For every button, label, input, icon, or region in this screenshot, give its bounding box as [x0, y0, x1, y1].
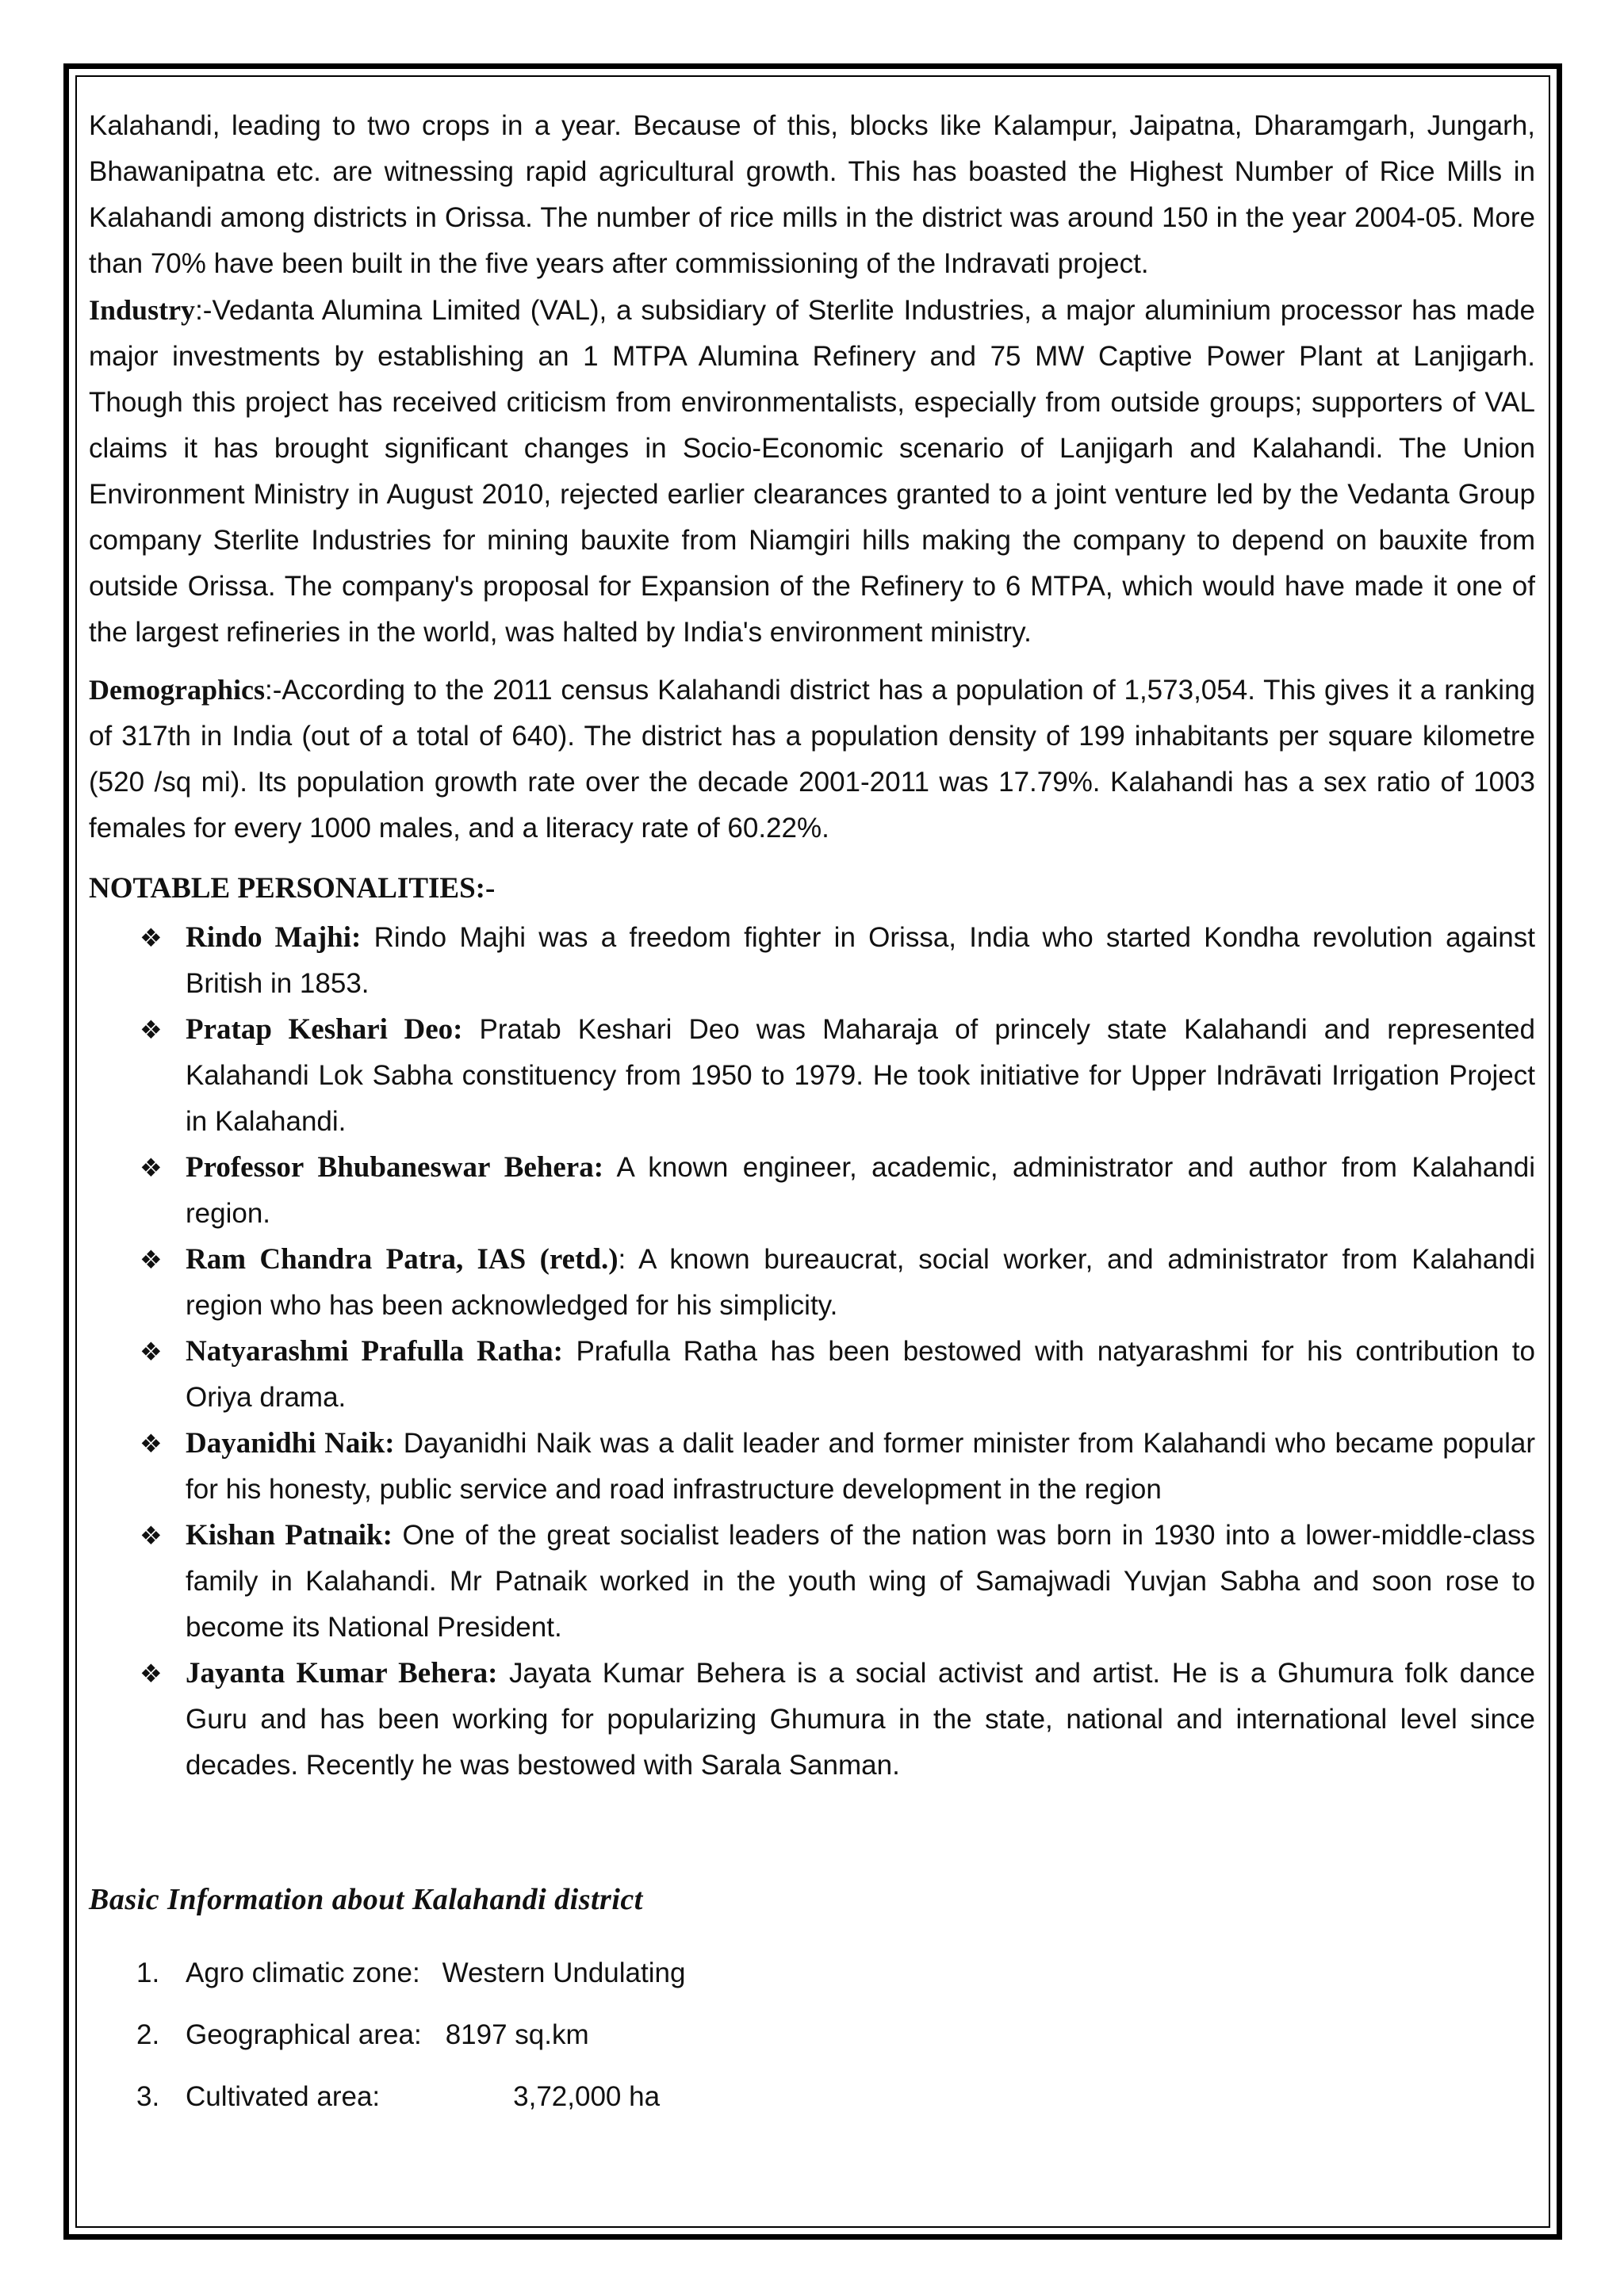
agriculture-paragraph: Kalahandi, leading to two crops in a year. Because of this, blocks like Kalampur, Jaipatna, Dharamgarh, Jungarh, Bhawanipatna etc. are witnessing rapid agricultural growth. This has boasted the Highest Number of Rice Mills in Kalahandi among districts in Orissa. The number of rice mills in the district was around 150 in the year 2004-05. More than 70% have been built in the five years after commissioning of the Indravati project. [89, 110, 1535, 279]
person-name: Natyarashmi Prafulla Ratha: [186, 1335, 563, 1368]
personalities-list [89, 915, 1535, 1789]
list-item [140, 1421, 1535, 1513]
item-value: 8197 sq.km [445, 2019, 589, 2050]
item-label: Agro climatic zone: [186, 1957, 420, 1988]
list-item [140, 1329, 1535, 1421]
person-description: Rindo Majhi was a freedom fighter in Orissa, India who started Kondha revolution against British in 1853. [186, 922, 1535, 999]
industry-label: Industry [89, 294, 196, 326]
document-body [89, 103, 1535, 2128]
person-description: : A known bureaucrat, social worker, and administrator from Kalahandi region who has been acknowledged for his simplicity. [186, 1244, 1535, 1321]
diamond-bullet-icon: ❖ [140, 1246, 163, 1274]
person-description: Pratab Keshari Deo was Maharaja of princely state Kalahandi and represented Kalahandi Lok Sabha constituency from 1950 to 1979. He took initiative for Upper Indrāvati Irrigation Project in Kalahandi. [186, 1014, 1535, 1137]
person-name: Pratap Keshari Deo: [186, 1013, 463, 1046]
demographics-label: Demographics [89, 674, 265, 706]
person-description: A known engineer, academic, administrator and author from Kalahandi region. [186, 1152, 1536, 1229]
item-label: Cultivated area: [186, 2081, 381, 2112]
person-name: Ram Chandra Patra, IAS (retd.) [186, 1243, 619, 1276]
diamond-bullet-icon: ❖ [140, 1659, 163, 1688]
diamond-bullet-icon: ❖ [140, 1337, 163, 1366]
industry-text: :-Vedanta Alumina Limited (VAL), a subsidiary of Sterlite Industries, a major aluminium processor has made major investments by establishing an 1 MTPA Alumina Refinery and 75 MW Captive Power Plant at Lanjigarh. Though this project has received criticism from environmentalists, especially from outside groups; supporters of VAL claims it has brought significant changes in Socio-Economic scenario of Lanjigarh and Kalahandi. The Union Environment Ministry in August 2010, rejected earlier clearances granted to a joint venture led by the Vedanta Group company Sterlite Industries for mining bauxite from Niamgiri hills making the company to depend on bauxite from outside Orissa. The company's proposal for Expansion of the Refinery to 6 MTPA, which would have made it one of the largest refineries in the world, was halted by India's environment ministry. [89, 295, 1535, 648]
list-item [89, 1942, 1535, 2004]
item-number: 2. [136, 2019, 160, 2050]
notable-personalities-heading: NOTABLE PERSONALITIES:- [89, 872, 496, 905]
industry-paragraph [89, 287, 1535, 656]
diamond-bullet-icon: ❖ [140, 1429, 163, 1458]
list-item [140, 1145, 1536, 1237]
person-name: Dayanidhi Naik: [186, 1427, 395, 1460]
basic-information-list [89, 1942, 1535, 2128]
list-item [89, 2066, 1535, 2128]
item-label: Geographical area: [186, 2019, 422, 2050]
list-item [140, 1513, 1535, 1651]
demographics-paragraph [89, 667, 1535, 851]
person-name: Rindo Majhi: [186, 921, 362, 954]
list-item [140, 1007, 1535, 1145]
item-number: 3. [136, 2081, 160, 2112]
diamond-bullet-icon: ❖ [140, 1016, 163, 1044]
person-name: Kishan Patnaik: [186, 1519, 393, 1552]
diamond-bullet-icon: ❖ [140, 924, 163, 952]
demographics-text: :-According to the 2011 census Kalahandi district has a population of 1,573,054. This gives it a ranking of 317th in India (out of a total of 640). The district has a population density of 199 inhabitants per square kilometre (520 /sq mi). Its population growth rate over the decade 2001-2011 was 17.79%. Kalahandi has a sex ratio of 1003 females for every 1000 males, and a literacy rate of 60.22%. [89, 675, 1535, 844]
person-description: Jayata Kumar Behera is a social activist and artist. He is a Ghumura folk dance Guru and has been working for popularizing Ghumura in the state, national and international level since decades. Recently he was bestowed with Sarala Sanman. [186, 1658, 1535, 1781]
list-item [140, 1237, 1535, 1329]
person-name: Professor Bhubaneswar Behera: [186, 1151, 604, 1184]
list-item [140, 915, 1535, 1007]
list-item [89, 2004, 1535, 2066]
diamond-bullet-icon: ❖ [140, 1521, 163, 1550]
person-description: Prafulla Ratha has been bestowed with natyarashmi for his contribution to Oriya drama. [186, 1336, 1535, 1413]
person-description: One of the great socialist leaders of the nation was born in 1930 into a lower-middle-class family in Kalahandi. Mr Patnaik worked in the youth wing of Samajwadi Yuvjan Sabha and soon rose to become its National President. [186, 1520, 1535, 1643]
list-item [140, 1651, 1535, 1789]
item-value: Western Undulating [442, 1957, 686, 1988]
item-value: 3,72,000 ha [513, 2081, 661, 2112]
item-number: 1. [136, 1957, 160, 1988]
person-description: Dayanidhi Naik was a dalit leader and former minister from Kalahandi who became popular for his honesty, public service and road infrastructure development in the region [186, 1428, 1535, 1505]
basic-information-title: Basic Information about Kalahandi district [89, 1883, 643, 1916]
person-name: Jayanta Kumar Behera: [186, 1657, 498, 1689]
diamond-bullet-icon: ❖ [140, 1154, 163, 1182]
